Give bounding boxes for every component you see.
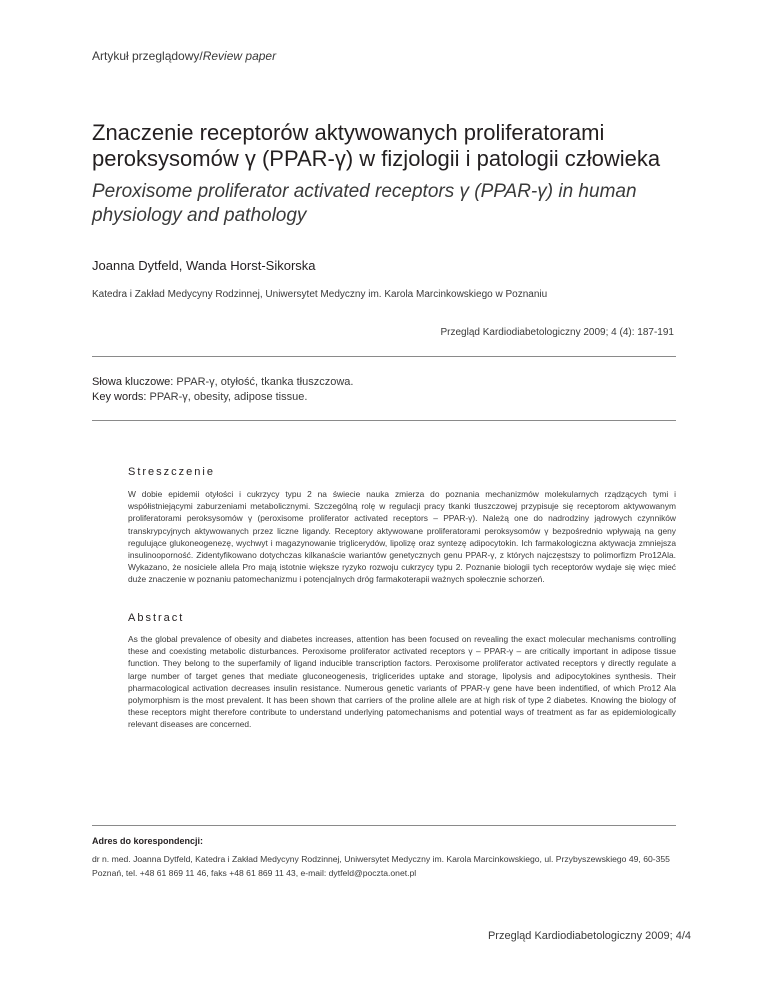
article-type-en: Review paper — [202, 49, 277, 63]
authors: Joanna Dytfeld, Wanda Horst-Sikorska — [92, 258, 316, 273]
correspondence-address: dr n. med. Joanna Dytfeld, Katedra i Zakład Medycyny Rodzinnej, Uniwersytet Medyczny im. Karola Marcinkowskiego, ul. Przybyszewskiego 49, 60-355 Poznań, tel. +48 61 869 11 46, faks +48 61 869 11 43, e-mail: dytfeld@poczta.onet.pl — [92, 854, 670, 878]
page-footer: Przegląd Kardiodiabetologiczny 2009; 4/4 — [487, 930, 691, 942]
affiliation: Katedra i Zakład Medycyny Rodzinnej, Uniwersytet Medyczny im. Karola Marcinkowskiego w Poznaniu — [92, 289, 548, 300]
streszczenie-heading: Streszczenie — [128, 466, 215, 478]
keywords-polish — [92, 376, 353, 388]
keywords-english-value: PPAR-γ, obesity, adipose tissue. — [146, 391, 308, 403]
title-english: Peroxisome proliferator activated receptors γ (PPAR-γ) in human physiology and pathology — [92, 181, 637, 226]
keywords-english — [92, 391, 307, 403]
abstract-heading: Abstract — [128, 612, 185, 624]
journal-citation: Przegląd Kardiodiabetologiczny 2009; 4 (4): 187-191 — [440, 327, 674, 338]
article-type-pl: Artykuł przeglądowy/ — [92, 49, 203, 63]
keywords-english-label: Key words: — [92, 391, 147, 403]
correspondence-label: Adres do korespondencji: — [92, 836, 204, 846]
article-type — [92, 49, 276, 63]
title-polish: Znaczenie receptorów aktywowanych proliferatorami peroksysomów γ (PPAR-γ) w fizjologii i patologii człowieka — [92, 120, 661, 171]
keywords-polish-value: PPAR-γ, otyłość, tkanka tłuszczowa. — [173, 376, 354, 388]
divider — [92, 420, 676, 421]
divider — [92, 825, 676, 826]
abstract-text: As the global prevalence of obesity and diabetes increases, attention has been focused on revealing the exact molecular mechanisms controlling these and coexisting metabolic disturbances. Peroxisome proliferator activated receptors γ – PPAR-γ – are critically important in adipose tissue function. They belong to the superfamily of ligand inducible transcription factors. Peroxisome proliferator activated receptors γ directly regulate a large number of target genes that mediate gluconeogenesis, triglicerides uptake and storage, lipolysis and adipocytokines synthesis. Their pharmacological activation decreases insulin resistance. Numerous genetic variants of PPAR-γ gene have been indentified, of which Pro12 Ala polymorphism is the most prevalent. It has been shown that carriers of the proline allele are at high risk of type 2 diabetes. Knowing the biology of these receptors might therefore contribute to understand underlying patomechanisms and potential ways of treatment as far as epidemiologically relevant diseases are concerned. — [128, 634, 676, 730]
keywords-polish-label: Słowa kluczowe: — [92, 376, 174, 388]
streszczenie-text: W dobie epidemii otyłości i cukrzycy typu 2 na świecie nauka zmierza do poznania mechanizmów molekularnych rządzących tymi i współistniejącymi zaburzeniami metabolicznymi. Szczególną rolę w regulacji pracy tkanki tłuszczowej przypisuje się receptorom aktywowanym proliferatorami peroksysomów γ (peroxisome proliferator activated receptors – PPAR-γ). Należą one do nadrodziny jądrowych czynników transkrypcyjnych aktywowanych przez liczne ligandy. Receptory aktywowane proliferatorami peroksysomów γ bezpośrednio wpływają na geny regulujące glukoneogenezę, wychwyt i magazynowanie triglicerydów, lipolizę oraz syntezę adipocytokin. Ich farmakologiczna aktywacja zmniejsza insulinooporność. Zidentyfikowano dotychczas kilkanaście wariantów genetycznych genu PPAR-γ, z których najczęstszy to polimorfizm Pro12Ala. Wykazano, że nosiciele allela Pro mają istotnie większe ryzyko rozwoju cukrzycy typu 2. Poznanie biologii tych receptorów wydaje się więc mieć duże znaczenie w poznaniu patomechanizmu i potencjalnych dróg farmakoterapii ważnych społecznie schorzeń. — [128, 489, 676, 585]
divider — [92, 356, 676, 357]
